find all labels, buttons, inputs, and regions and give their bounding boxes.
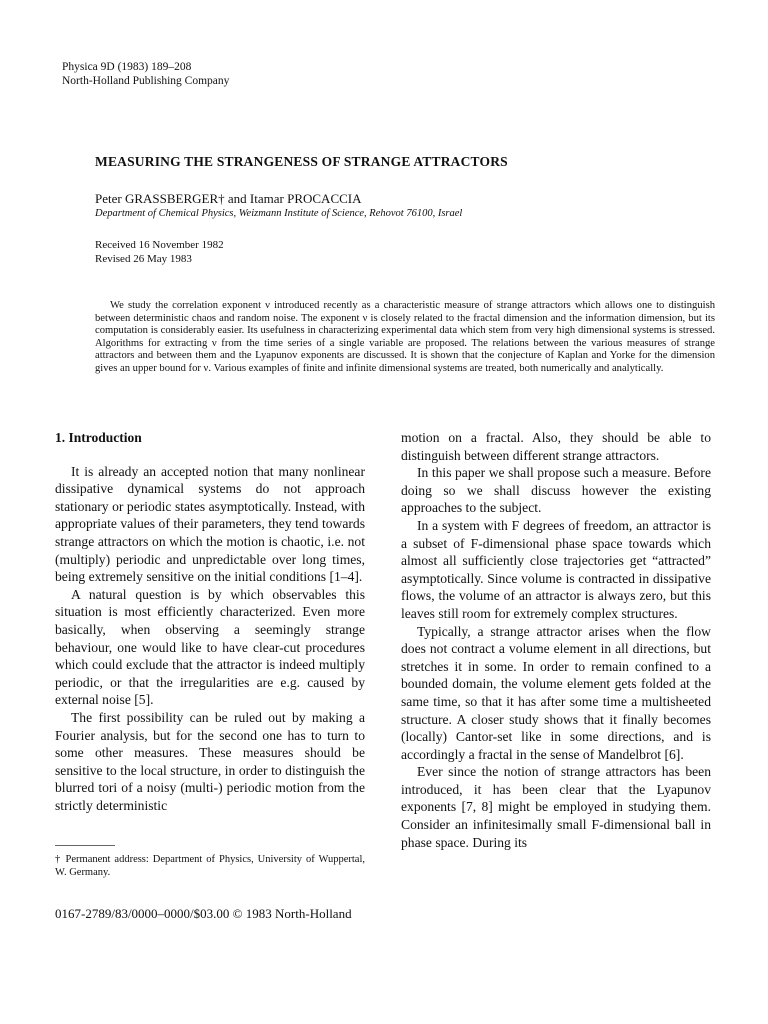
paragraph: It is already an accepted notion that many nonlinear dissipative dynamical systems do not approach stationary or periodic states asymptotically. Instead, with appropriate values of their parameters, they tend towards strange attractors on which the motion is chaotic, i.e. not (multiply) periodic and unpredictable over long times, being extremely sensitive on the initial conditions [1–4]. xyxy=(55,463,365,585)
paragraph: motion on a fractal. Also, they should be able to distinguish between different strange attractors. xyxy=(401,430,711,463)
paragraph: In a system with F degrees of freedom, an attractor is a subset of F-dimensional phase space towards which almost all sufficiently close trajectories get “attracted” asymptotically. Since volume is contracted in dissipative flows, the volume of an attractor is always zero, but this leaves still room for extremely complex structures. xyxy=(401,517,711,621)
revised-date: Revised 26 May 1983 xyxy=(95,253,192,265)
body-column-right xyxy=(401,429,711,851)
body-column-left xyxy=(55,429,365,814)
author-affiliation: Department of Chemical Physics, Weizmann Institute of Science, Rehovot 76100, Israel xyxy=(95,208,463,219)
paragraph: In this paper we shall propose such a measure. Before doing so we shall discuss however the existing approaches to the subject. xyxy=(401,465,711,516)
journal-header xyxy=(62,60,229,88)
paragraph: A natural question is by which observables this situation is most efficiently characterized. Even more basically, when observing a seemingly strange behaviour, one would like to have clear-cut procedures which could exclude that the attractor is indeed multiply periodic, or that the irregularities are e.g. caused by external noise [5]. xyxy=(55,586,365,708)
paragraph: Ever since the notion of strange attractors has been introduced, it has been clear that the Lyapunov exponents [7, 8] might be employed in studying them. Consider an infinitesimally small F-dimensional ball in phase space. During its xyxy=(401,764,711,850)
journal-citation: Physica 9D (1983) 189–208 xyxy=(62,61,192,73)
received-date: Received 16 November 1982 xyxy=(95,239,224,251)
paragraph: The first possibility can be ruled out by making a Fourier analysis, but for the second one has to turn to some other measures. These measures should be sensitive to the local structure, in order to distinguish the blurred tori of a noisy (multi-) periodic motion from the strictly deterministic xyxy=(55,709,365,813)
paragraph: Typically, a strange attractor arises when the flow does not contract a volume element in all directions, but stretches it in some. In order to remain confined to a bounded domain, the volume element gets folded at the same time, so that it has after some time a multisheeted structure. A closer study shows that it finally becomes (locally) Cantor-set like in some directions, and is accordingly a fractal in the sense of Mandelbrot [6]. xyxy=(401,623,711,762)
section-heading: 1. Introduction xyxy=(55,430,142,445)
copyright-line: 0167-2789/83/0000–0000/$03.00 © 1983 North-Holland xyxy=(55,906,352,921)
footnote: † Permanent address: Department of Physics, University of Wuppertal, W. Germany. xyxy=(55,854,365,878)
submission-dates xyxy=(95,238,224,266)
footnote-divider xyxy=(55,845,115,846)
publisher-name: North-Holland Publishing Company xyxy=(62,75,230,87)
abstract: We study the correlation exponent ν introduced recently as a characteristic measure of strange attractors which allows one to distinguish between deterministic chaos and random noise. The exponent ν is closely related to the fractal dimension and the information dimension, but its computation is considerably easier. Its usefulness in characterizing experimental data which stem from very high dimensional systems is stressed. Algorithms for extracting ν from the time series of a single variable are proposed. The relations between the various measures of strange attractors and between them and the Lyapunov exponents are discussed. It is shown that the conjecture of Kaplan and Yorke for the dimension gives an upper bound for ν. Various examples of finite and infinite dimensional systems are treated, both numerically and analytically. xyxy=(95,300,715,374)
paper-title: MEASURING THE STRANGENESS OF STRANGE ATTRACTORS xyxy=(95,154,508,169)
author-list: Peter GRASSBERGER† and Itamar PROCACCIA xyxy=(95,191,362,206)
